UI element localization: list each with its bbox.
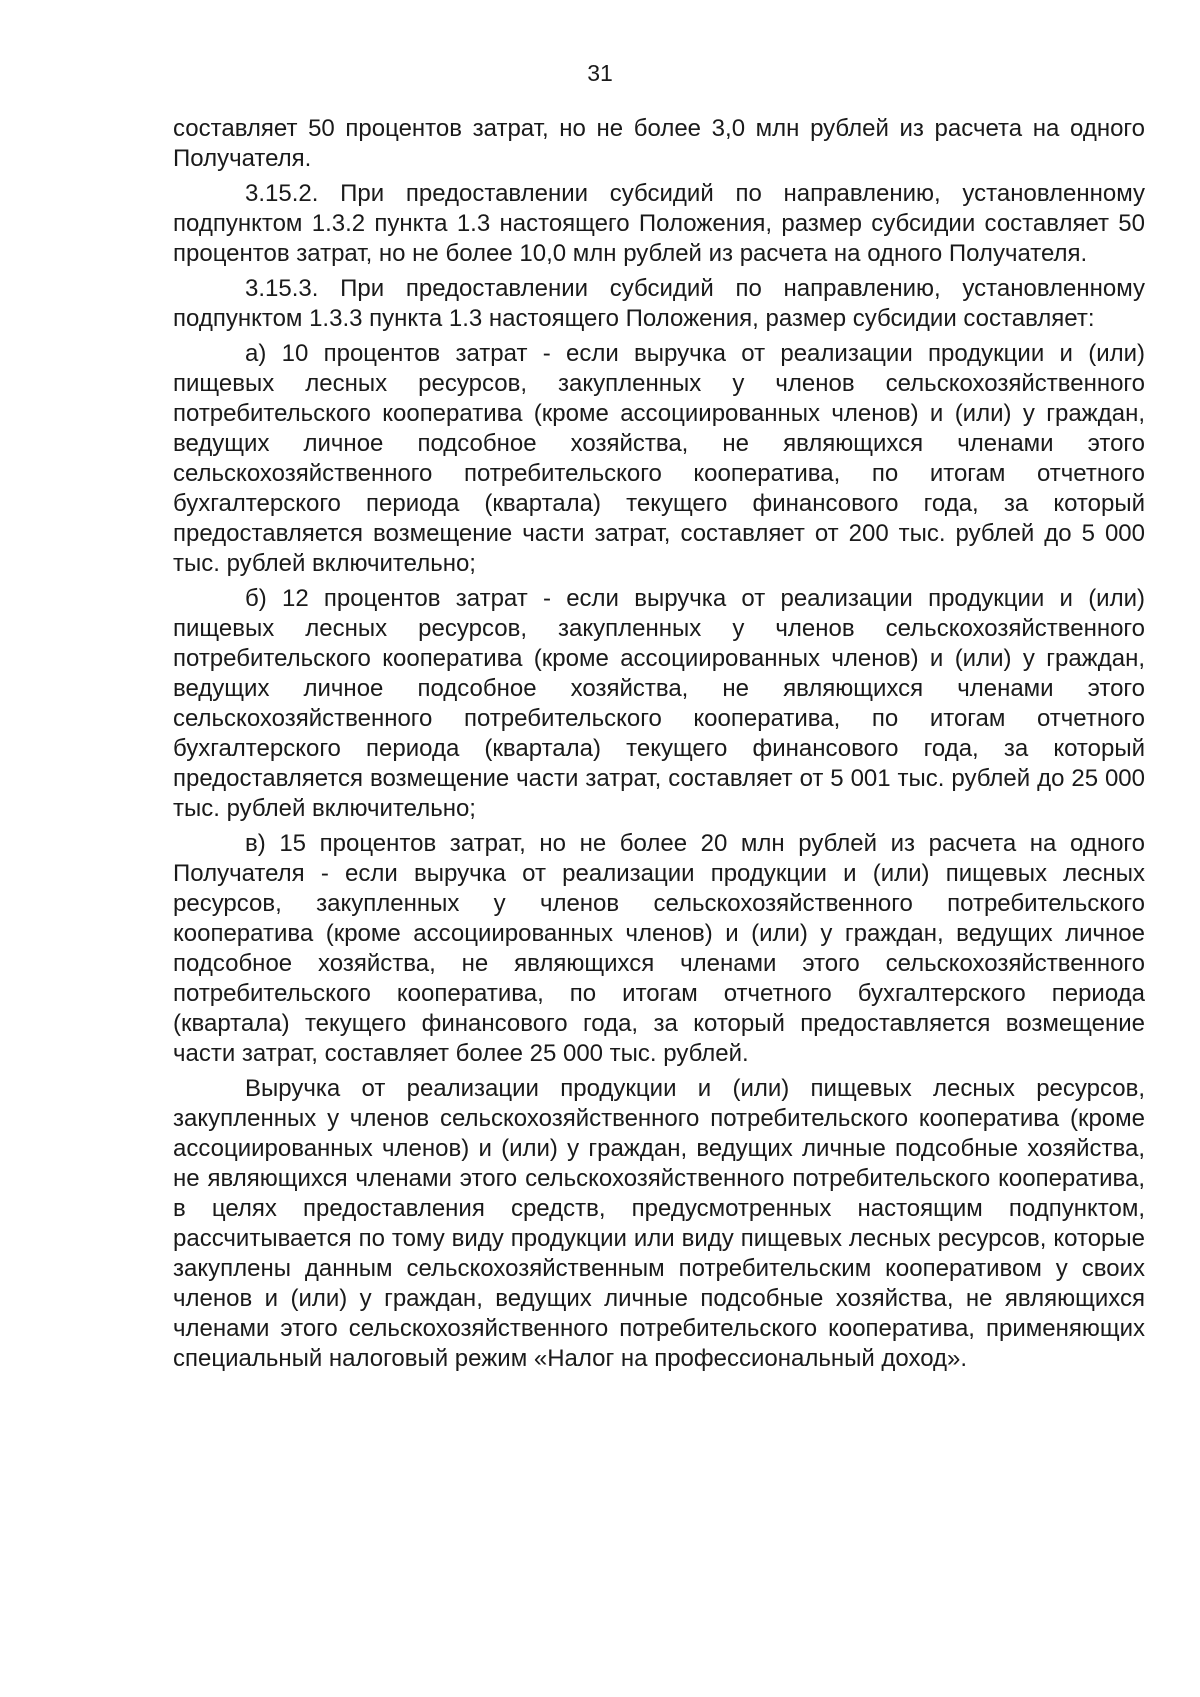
paragraph-item-b: б) 12 процентов затрат - если выручка от реализации продукции и (или) пищевых лесных ресурсов, закупленных у членов сельскохозяйственного потребительского кооператива (кроме ассоциированных членов) и (или) у граждан, ведущих личное подсобное хозяйства, не являющихся членами этого сельскохозяйственного потребительского кооператива, по итогам отчетного бухгалтерского периода (квартала) текущего финансового года, за который предоставляется возмещение части затрат, составляет от 5 001 тыс. рублей до 25 000 тыс. рублей включительно; [173, 585, 1145, 822]
paragraph-continuation: составляет 50 процентов затрат, но не более 3,0 млн рублей из расчета на одного Получателя. [173, 115, 1145, 172]
paragraph-3-15-3: 3.15.3. При предоставлении субсидий по направлению, установленному подпунктом 1.3.3 пункта 1.3 настоящего Положения, размер субсидии составляет: [173, 275, 1145, 332]
paragraph-item-v: в) 15 процентов затрат, но не более 20 млн рублей из расчета на одного Получателя - если выручка от реализации продукции и (или) пищевых лесных ресурсов, закупленных у членов сельскохозяйственного потребительского кооператива (кроме ассоциированных членов) и (или) у граждан, ведущих личное подсобное хозяйства, не являющихся членами этого сельскохозяйственного потребительского кооператива, по итогам отчетного бухгалтерского периода (квартала) текущего финансового года, за который предоставляется возмещение части затрат, составляет более 25 000 тыс. рублей. [173, 830, 1145, 1067]
paragraph-revenue: Выручка от реализации продукции и (или) пищевых лесных ресурсов, закупленных у членов сельскохозяйственного потребительского кооператива (кроме ассоциированных членов) и (или) у граждан, ведущих личные подсобные хозяйства, не являющихся членами этого сельскохозяйственного потребительского кооператива, в целях предоставления средств, предусмотренных настоящим подпунктом, рассчитывается по тому виду продукции или виду пищевых лесных ресурсов, которые закуплены данным сельскохозяйственным потребительским кооперативом у своих членов и (или) у граждан, ведущих личные подсобные хозяйства, не являющихся членами этого сельскохозяйственного потребительского кооператива, применяющих специальный налоговый режим «Налог на профессиональный доход». [173, 1075, 1145, 1372]
paragraph-3-15-2: 3.15.2. При предоставлении субсидий по направлению, установленному подпунктом 1.3.2 пункта 1.3 настоящего Положения, размер субсидии составляет 50 процентов затрат, но не более 10,0 млн рублей из расчета на одного Получателя. [173, 180, 1145, 267]
paragraph-item-a: а) 10 процентов затрат - если выручка от реализации продукции и (или) пищевых лесных ресурсов, закупленных у членов сельскохозяйственного потребительского кооператива (кроме ассоциированных членов) и (или) у граждан, ведущих личное подсобное хозяйства, не являющихся членами этого сельскохозяйственного потребительского кооператива, по итогам отчетного бухгалтерского периода (квартала) текущего финансового года, за который предоставляется возмещение части затрат, составляет от 200 тыс. рублей до 5 000 тыс. рублей включительно; [173, 340, 1145, 577]
page-number: 31 [587, 60, 613, 86]
document-body [173, 114, 1145, 1379]
